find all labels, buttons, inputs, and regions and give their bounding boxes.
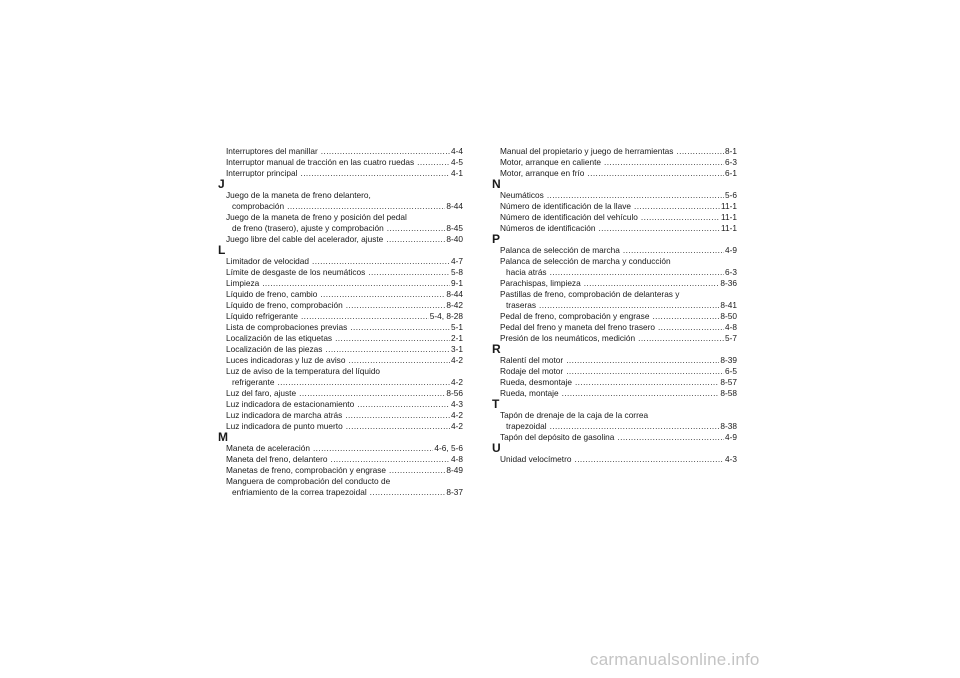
index-entry-text: Localización de las etiquetas	[226, 333, 333, 343]
index-entry	[218, 300, 463, 311]
index-entry	[492, 223, 737, 234]
index-entry	[492, 333, 737, 344]
dot-leader	[346, 300, 446, 311]
index-entry-text: Juego de la maneta de freno y posición del pedal	[226, 212, 407, 222]
dot-leader	[417, 157, 450, 168]
index-entry	[492, 388, 737, 399]
index-entry-page: 8-1	[725, 146, 737, 156]
index-entry	[218, 355, 463, 366]
index-entry	[492, 245, 737, 256]
index-entry-page: 5-6	[725, 190, 737, 200]
index-entry	[218, 267, 463, 278]
index-entry-page: 8-56	[446, 388, 463, 398]
index-entry-text: de freno (trasero), ajuste y comprobación	[232, 223, 384, 233]
index-entry-text: Luz indicadora de punto muerto	[226, 421, 343, 431]
index-entry-page: 4-1	[451, 168, 463, 178]
dot-leader	[389, 465, 445, 476]
index-entry-text: enfriamiento de la correa trapezoidal	[232, 487, 367, 497]
index-section-letter: L	[218, 243, 226, 257]
index-entry	[492, 311, 737, 322]
index-entry	[492, 366, 737, 377]
index-entry	[492, 454, 737, 465]
index-entry	[218, 146, 463, 157]
index-entry-text: Pastillas de freno, comprobación de delanteras y	[500, 289, 680, 299]
index-entry-text: hacia atrás	[506, 267, 547, 277]
index-entry-text: Unidad velocímetro	[500, 454, 572, 464]
dot-leader	[587, 168, 724, 179]
index-entry	[218, 388, 463, 399]
index-entry-text: Número de identificación de la llave	[500, 201, 631, 211]
index-entry-text: refrigerante	[232, 377, 275, 387]
dot-leader	[262, 278, 450, 289]
index-entry	[492, 355, 737, 366]
index-entry-text: Rodaje del motor	[500, 366, 564, 376]
index-section-letter: N	[492, 177, 501, 191]
index-entry	[218, 410, 463, 421]
index-entry-page: 8-44	[446, 289, 463, 299]
dot-leader	[604, 157, 724, 168]
index-entry	[218, 454, 463, 465]
index-entry	[492, 190, 737, 201]
index-entry-text: Luz indicadora de estacionamiento	[226, 399, 355, 409]
index-entry-text: Luz indicadora de marcha atrás	[226, 410, 343, 420]
index-entry-text: Maneta del freno, delantero	[226, 454, 328, 464]
index-entry-text: Interruptor principal	[226, 168, 298, 178]
dot-leader	[676, 146, 724, 157]
index-section-letter: U	[492, 441, 501, 455]
index-entry-page: 4-7	[451, 256, 463, 266]
index-entry-page: 6-5	[725, 366, 737, 376]
index-entry-page: 8-57	[720, 377, 737, 387]
index-entry-text: Número de identificación del vehículo	[500, 212, 638, 222]
index-entry	[218, 465, 463, 476]
dot-leader	[299, 388, 445, 399]
index-entry-page: 2-1	[451, 333, 463, 343]
dot-leader	[566, 366, 724, 377]
index-entry-text: Líquido de freno, cambio	[226, 289, 318, 299]
index-entry	[492, 157, 737, 168]
dot-leader	[386, 234, 445, 245]
index-section-letter: J	[218, 177, 225, 191]
index-entry	[492, 432, 737, 443]
index-entry	[218, 234, 463, 245]
index-entry-text: Maneta de aceleración	[226, 443, 310, 453]
index-entry-page: 4-3	[451, 399, 463, 409]
index-entry-page: 3-1	[451, 344, 463, 354]
dot-leader	[562, 388, 720, 399]
index-entry-text: Líquido de freno, comprobación	[226, 300, 343, 310]
index-entry-text: Manguera de comprobación del conducto de	[226, 476, 391, 486]
dot-leader	[277, 377, 450, 388]
index-entry-page: 11-1	[721, 212, 737, 222]
dot-leader	[550, 267, 724, 278]
index-entry	[492, 146, 737, 157]
dot-leader	[287, 201, 445, 212]
index-entry-page: 8-36	[720, 278, 737, 288]
index-entry-text: Manual del propietario y juego de herramientas	[500, 146, 674, 156]
index-entry-text: Palanca de selección de marcha y conducción	[500, 256, 671, 266]
index-entry	[218, 344, 463, 355]
index-entry	[218, 399, 463, 410]
dot-leader	[547, 190, 724, 201]
index-entry-page: 8-44	[446, 201, 463, 211]
index-entry-page: 4-8	[451, 454, 463, 464]
index-entry-text: Limitador de velocidad	[226, 256, 310, 266]
index-entry-page: 4-2	[451, 410, 463, 420]
index-entry-text: comprobación	[232, 201, 285, 211]
index-entry	[218, 157, 463, 168]
index-entry	[492, 289, 737, 311]
index-entry-page: 8-39	[720, 355, 737, 365]
index-entry-text: Interruptor manual de tracción en las cuatro ruedas	[226, 157, 415, 167]
index-entry	[218, 421, 463, 432]
dot-leader	[345, 410, 450, 421]
index-entry	[218, 311, 463, 322]
index-entry-page: 8-37	[446, 487, 463, 497]
index-entry	[492, 322, 737, 333]
index-entry-text: Luz de aviso de la temperatura del líquido	[226, 366, 381, 376]
dot-leader	[598, 223, 720, 234]
index-entry-text: Tapón del depósito de gasolina	[500, 432, 615, 442]
dot-leader	[387, 223, 446, 234]
dot-leader	[658, 322, 724, 333]
dot-leader	[617, 432, 724, 443]
dot-leader	[634, 201, 720, 212]
index-entry-text: Pedal de freno, comprobación y engrase	[500, 311, 650, 321]
index-entry-text: Tapón de drenaje de la caja de la correa	[500, 410, 649, 420]
index-entry-text: Neumáticos	[500, 190, 544, 200]
dot-leader	[335, 333, 450, 344]
index-entry-text: Juego libre del cable del acelerador, ajuste	[226, 234, 384, 244]
index-entry-text: traseras	[506, 300, 536, 310]
index-entry-text: Rueda, montaje	[500, 388, 559, 398]
index-entry-page: 4-8	[725, 322, 737, 332]
index-entry-page: 8-40	[446, 234, 463, 244]
index-section-letter: M	[218, 430, 228, 444]
index-entry-text: Luz del faro, ajuste	[226, 388, 297, 398]
dot-leader	[574, 454, 724, 465]
index-entry	[218, 476, 463, 498]
index-entry	[218, 333, 463, 344]
dot-leader	[313, 443, 433, 454]
index-entry-page: 4-2	[451, 377, 463, 387]
index-entry-page: 4-3	[725, 454, 737, 464]
index-entry-text: Líquido refrigerante	[226, 311, 298, 321]
index-entry	[492, 410, 737, 432]
dot-leader	[539, 300, 719, 311]
dot-leader	[638, 333, 724, 344]
index-entry-text: Límite de desgaste de los neumáticos	[226, 267, 366, 277]
index-entry	[492, 377, 737, 388]
dot-leader	[350, 322, 450, 333]
index-entry-page: 6-1	[725, 168, 737, 178]
index-entry-text: Luces indicadoras y luz de aviso	[226, 355, 346, 365]
index-entry-page: 5-4, 8-28	[429, 311, 463, 321]
index-entry-page: 4-9	[725, 432, 737, 442]
index-entry-text: Limpieza	[226, 278, 260, 288]
index-entry-page: 6-3	[725, 157, 737, 167]
index-section-letter: P	[492, 232, 501, 246]
index-entry-text: Localización de las piezas	[226, 344, 323, 354]
dot-leader	[368, 267, 450, 278]
index-entry-page: 5-8	[451, 267, 463, 277]
index-entry	[492, 212, 737, 223]
dot-leader	[320, 289, 445, 300]
dot-leader	[357, 399, 450, 410]
index-entry-text: Números de identificación	[500, 223, 596, 233]
index-entry-page: 8-50	[720, 311, 737, 321]
index-entry-page: 8-38	[720, 421, 737, 431]
dot-leader	[652, 311, 719, 322]
index-entry-text: Lista de comprobaciones previas	[226, 322, 348, 332]
index-entry-page: 8-49	[446, 465, 463, 475]
index-entry-text: Presión de los neumáticos, medición	[500, 333, 636, 343]
index-entry-page: 4-2	[451, 355, 463, 365]
index-entry-text: Manetas de freno, comprobación y engrase	[226, 465, 387, 475]
dot-leader	[370, 487, 446, 498]
index-entry-text: Palanca de selección de marcha	[500, 245, 620, 255]
index-entry-text: Ralentí del motor	[500, 355, 564, 365]
dot-leader	[346, 421, 450, 432]
index-entry	[218, 322, 463, 333]
index-entry-text: Rueda, desmontaje	[500, 377, 572, 387]
dot-leader	[623, 245, 724, 256]
dot-leader	[584, 278, 720, 289]
index-entry	[218, 212, 463, 234]
index-entry-page: 6-3	[725, 267, 737, 277]
index-entry-text: Parachispas, limpieza	[500, 278, 581, 288]
index-entry	[218, 256, 463, 267]
dot-leader	[641, 212, 720, 223]
index-entry-page: 8-58	[720, 388, 737, 398]
dot-leader	[325, 344, 450, 355]
index-entry	[492, 256, 737, 278]
index-entry	[218, 289, 463, 300]
index-entry-page: 8-45	[446, 223, 463, 233]
index-column-left	[218, 146, 463, 498]
watermark: carmanualsonline.info	[590, 650, 760, 669]
index-entry-page: 4-6, 5-6	[434, 443, 463, 453]
index-entry-page: 4-2	[451, 421, 463, 431]
dot-leader	[550, 421, 720, 432]
dot-leader	[566, 355, 719, 366]
index-entry-text: Motor, arranque en frío	[500, 168, 585, 178]
index-entry	[492, 201, 737, 212]
index-entry	[492, 168, 737, 179]
dot-leader	[330, 454, 450, 465]
index-entry	[218, 168, 463, 179]
dot-leader	[575, 377, 719, 388]
index-section-letter: R	[492, 342, 501, 356]
index-entry	[218, 278, 463, 289]
index-entry-page: 8-42	[446, 300, 463, 310]
dot-leader	[312, 256, 450, 267]
index-entry	[218, 443, 463, 454]
index-entry-page: 4-9	[725, 245, 737, 255]
dot-leader	[300, 168, 450, 179]
dot-leader	[348, 355, 450, 366]
dot-leader	[321, 146, 450, 157]
dot-leader	[301, 311, 429, 322]
index-entry	[218, 366, 463, 388]
index-entry-page: 5-7	[725, 333, 737, 343]
index-entry-page: 11-1	[721, 223, 737, 233]
index-entry-page: 9-1	[451, 278, 463, 288]
index-entry	[218, 190, 463, 212]
index-entry-page: 5-1	[451, 322, 463, 332]
index-column-right	[492, 146, 737, 465]
index-entry-text: Pedal del freno y maneta del freno trasero	[500, 322, 655, 332]
index-entry-text: Juego de la maneta de freno delantero,	[226, 190, 371, 200]
index-entry-text: Motor, arranque en caliente	[500, 157, 602, 167]
index-entry-text: trapezoidal	[506, 421, 547, 431]
index-entry-page: 8-41	[720, 300, 737, 310]
index-entry-text: Interruptores del manillar	[226, 146, 318, 156]
index-entry-page: 4-4	[451, 146, 463, 156]
index-entry	[492, 278, 737, 289]
index-entry-page: 11-1	[721, 201, 737, 211]
index-entry-page: 4-5	[451, 157, 463, 167]
index-section-letter: T	[492, 397, 500, 411]
